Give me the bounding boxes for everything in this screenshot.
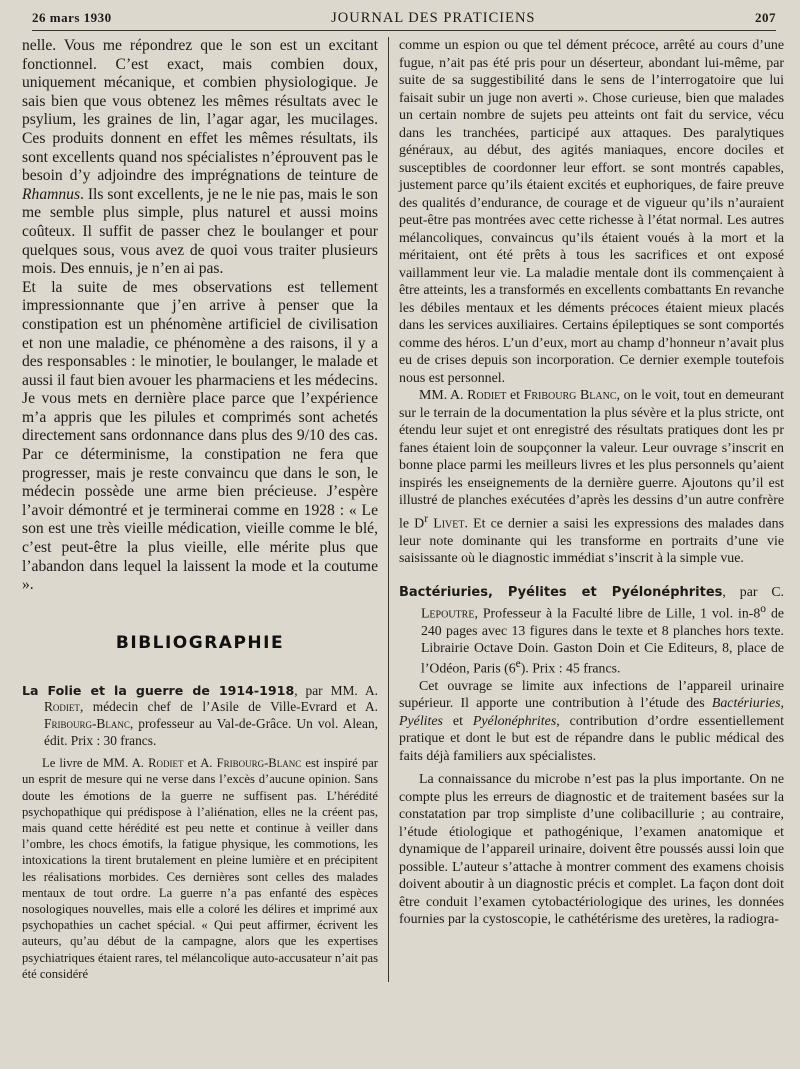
- left-column: [22, 37, 388, 982]
- book-entry-folie-guerre: La Folie et la guerre de 1914-1918, par MM. A. Rodiet, médecin chef de l’Asile de Ville-Evrard et A. Fribourg-Blanc, professeur au Val-de-Grâce. Un vol. Alean, édit. Prix : 30 francs.: [22, 682, 379, 748]
- right-paragraph-3: Cet ouvrage se limite aux infections de l’appareil urinaire supérieur. Il apporte une contribution à l’étude des Bactériuries, Pyélites et Pyélonéphrites, contribution d’ordre essentiellement pratique et dont le but est de répandre dans le public médical des faits déjà familiers aux spécialistes.: [399, 678, 784, 764]
- page-number: 207: [754, 10, 776, 25]
- right-paragraph-4: La connaissance du microbe n’est pas la plus importante. On ne compte plus les erreurs de diagnostic et de traitement basées sur la constatation par trop simpliste d’une colibacillurie ; au contraire, l’étude étiologique et pathogénique, l’examen anatomique et dynamique de l’appareil urinaire, doivent être poussés aussi loin que possible. L’auteur s’attache à montrer comment des examens choisis doivent aboutir à un diagnostic précis et complet. La façon dont doit être conduit l’examen cytobactériologique des urines, les données fournies par la cystoscopie, le cathétérisme des uretères, la radiogra-: [399, 772, 784, 928]
- right-paragraph-2: MM. A. Rodiet et Fribourg Blanc, on le voit, tout en demeurant sur le terrain de la documentation la plus sévère et la plus stricte, ont étendu leur sujet et ont enregistré des résultats pratiques dont les pr fanes étaient loin de soupçonner la valeur. Leur ouvrage s’inscrit en bonne place parmi les meilleurs livres et les plus personnels qu’aient inspirés les enseignements de la dernière guerre. Ajoutons qu’il est illustré de planches exécutées d’après les dessins d’un autre confrère le $D^r$ Livet. Et ce dernier a saisi les expressions des malades dans leur note dominante qui les transforme en portraits d’une vie saisissante où le diagnostic immédiat s’inscrit à la simple vue.: [399, 388, 784, 567]
- running-header: [32, 10, 776, 31]
- right-column: [388, 37, 784, 982]
- section-title: BIBLIOGRAPHIE: [115, 632, 285, 653]
- left-paragraph-1: nelle. Vous me répondrez que le son est un excitant fonctionnel. C’est exact, mais combien doux, uniquement mécanique, et combien physiologique. Je sais bien que vous obtenez les mêmes résultats avec le psylium, les graines de lin, l’agar agar, les mucilages. Ces produits donnent en effet les mêmes résultats, ils sont excellents quand nos spécialistes n’éprouvent pas le besoin d’y adjoindre des imprégnations de teinture de Rhamnus. Ils sont excellents, je ne le nie pas, mais le son me semble plus simple, plus naturel et aussi moins coûteux. Il suffit de passer chez le boulanger et pour quelques sous, vous avez de quoi vous traiter plusieurs mois. Des ennuis, je n’en ai pas.: [22, 37, 378, 278]
- review-folie-guerre: Le livre de MM. A. Rodiet et A. Fribourg-Blanc est inspiré par un esprit de mesure qui ne verse dans l’excès d’aucune opinion. Sans doute les émotions de la guerre ne suffisent pas. L’hérédité psychopathique qui prédispose à l’aliénation, elles ne la créent pas, mais quand cette hérédité est peu nette et continue à veiller dans l’ombre, les chocs émotifs, la fatigue physique, les commotions, les intoxications la tirent brutalement en pleine lumière et en précipitent les réalisations morbides. Ces dernières sont celles des malades mentaux de tout ordre. La guerre n’a pas enfanté des espèces nosologiques nouvelles, mais elle a coloré les délires et imprimé aux psychopathies un cachet spécial. « Qui peut affirmer, écrivent les auteurs, qu’au début de la campagne, alors que les expertises psychiatriques étaient rares, tel mélancolique auto-accusateur n’ait pas été considéré: [22, 756, 378, 981]
- rhamnus-italic: Rhamnus: [22, 185, 81, 203]
- journal-title: JOURNAL DES PRATICIENS: [331, 10, 536, 26]
- header-date: 26 mars 1930: [32, 10, 112, 25]
- right-paragraph-1: comme un espion ou que tel dément précoce, arrêté au cours d’une fugue, n’ait pas été pris pour un déserteur, abondant lui-même, par suite de sa suggestibilité dans le sens de l’interrogatoire que lui faisait subir un juge non averti ». Chose curieuse, bien que malades un certain nombre de sujets peu atteints ont fait du service, vécu dans les tranchées, participé aux attaques. Des paralytiques généraux, au début, des agités maniaques, encore dociles et susceptibles de coordonner leur effort. se sont montrés capables, justement parce qu’ils étaient excités et euphoriques, de faire preuve des qualités d’endurance, de courage et de vigueur qu’ils n’auraient peut-être pas montrées avec cette richesse à l’état normal. Les autres mélancoliques, convaincus qu’ils étaient voués à la mort et la méritaient, ont été prêts à tous les sacrifices et ont exposé vaillamment leur vie. La maladie mentale dont ils commençaient à être atteints, les a transformés en excellents combattants En revanche les débiles mentaux et les déments précoces étaient mieux placés dans les services auxiliaires. Certains épileptiques se sont comportés comme des héros. L’un d’eux, mort au champ d’honneur n’avait plus eu de crises depuis son incorporation. Ce dernier exemple toutefois nous est personnel.: [399, 38, 784, 386]
- book-title-2: Bactériuries, Pyélites et Pyélonéphrites: [399, 584, 723, 600]
- book-title: La Folie et la guerre de 1914-1918: [22, 682, 295, 698]
- book-entry-bacteriuries: Bactériuries, Pyélites et Pyélonéphrites, par C. Lepoutre, Professeur à la Faculté libre de Lille, 1 vol. in-8$^o$ de 240 pages avec 13 figures dans le texte et 8 planches hors texte. Librairie Octave Doin. Gaston Doin et Cie Editeurs, 8, place de l’Odéon, Paris (6e). Prix : 45 francs.: [399, 583, 785, 676]
- left-paragraph-2: Et la suite de mes observations est tellement impressionnante que j’en arrive à penser que la constipation est un phénomène artificiel de civilisation et non une maladie, ce phénomène a des raisons, il y a des responsables : le minotier, le boulanger, le malade et aussi il faut bien avouer les pharmaciens et les médecins. Je vous mets en dernière place parce que l’expérience m’a appris que les pilules et comprimés sont achetés directement sans ordonnance dans plus des 9/10 des cas. Par ce déterminisme, la constipation ne fera que progresser, mais je reste convaincu que dans le son, le médecin possède une arme bien précieuse. J’espère l’avoir démontré et je terminerai comme en 1928 : « Le son est une très vieille médication, vieille comme le blé, c’est peut-être la plus vieille, elle mérite plus que l’abandon dans lequel la laissent la mode et la coutume ».: [22, 278, 378, 594]
- two-column-body: [22, 37, 786, 982]
